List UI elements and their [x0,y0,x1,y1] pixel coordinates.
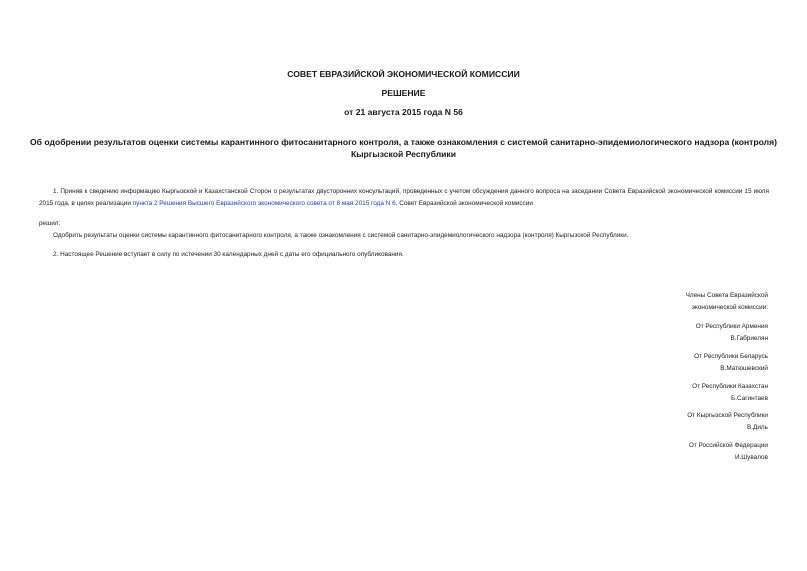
document-subject: Об одобрении результатов оценки системы карантинного фитосанитарного контроля, а также ознакомления с системой санитарно-эпидемиологического надзора (контроля) Кыргызской Республики [30,137,777,159]
signature-country: От Кыргызской Республики [687,412,768,419]
signature-block-kyrgyzstan [687,410,768,434]
signature-name: В.Диль [747,424,768,431]
signature-block-russia [689,440,768,464]
approve-paragraph: Одобрить результаты оценки системы карантинного фитосанитарного контроля, а также ознакомления с системой санитарно-эпидемиологического надзора (контроля) Кыргызской Республики. [53,232,629,239]
paragraph-1-text-after: , Совет Евразийской экономической комиссии [395,200,533,208]
reference-link[interactable]: пункта 2 Решения Высшего Евразийского экономического совета от 8 мая 2015 года N 6 [132,200,396,208]
signature-block-kazakhstan [692,381,768,405]
signature-block-armenia [696,321,768,345]
signature-country: От Российской Федерации [688,442,768,449]
paragraph-1 [39,186,769,211]
signature-country: От Республики Беларусь [694,353,768,360]
signature-country: От Республики Армения [695,323,768,330]
signature-name: И.Шувалов [734,454,768,461]
signature-country: От Республики Казахстан [692,383,768,390]
signature-block-belarus [694,351,768,375]
paragraph-1-text-before: 1. Приняв к сведению информацию Кыргызской и Казахстанской Сторон о результатах двусторонних консультаций, проведенных с учетом обсуждения данного вопроса на заседании Совета Евразийской экономической комиссии 15 июля 2015 года, в целях реализации [39,188,769,208]
signatures-heading-line1: Члены Совета Евразийской [685,292,768,299]
signatures-heading [686,290,768,314]
organization-title: СОВЕТ ЕВРАЗИЙСКОЙ ЭКОНОМИЧЕСКОЙ КОМИССИИ [287,69,520,79]
signature-name: В.Матюшевский [720,365,768,372]
signatures-heading-line2: экономической комиссии: [691,304,768,311]
document-date-number: от 21 августа 2015 года N 56 [344,107,463,117]
signature-name: В.Габриелян [730,335,768,342]
document-type: РЕШЕНИЕ [381,88,426,98]
resolved-label: решил: [39,220,61,227]
paragraph-2: 2. Настоящее Решение вступает в силу по истечении 30 календарных дней с даты его официального опубликования. [53,251,404,258]
signature-name: Б.Сагинтаев [731,395,768,402]
